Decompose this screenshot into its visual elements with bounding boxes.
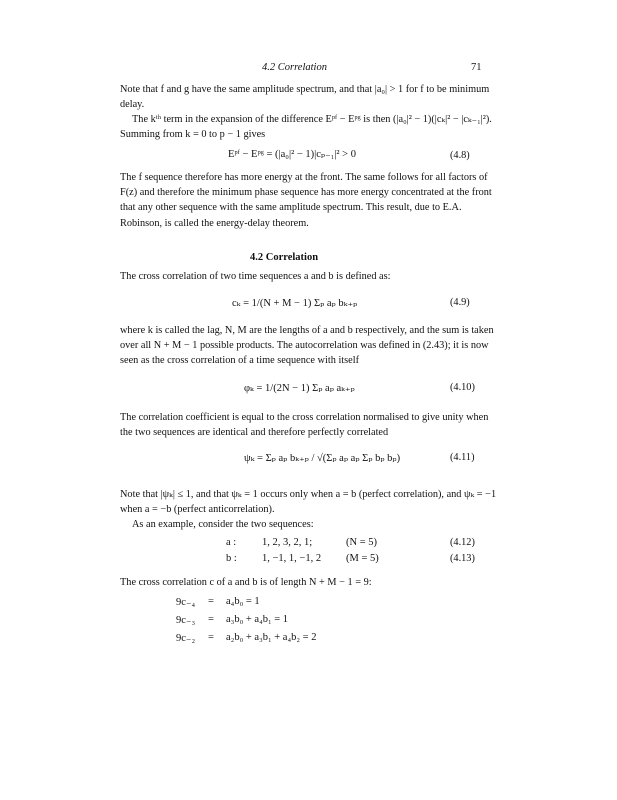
- section-title: 4.2 Correlation: [250, 252, 319, 263]
- paragraph-example-intro: As an example, consider the two sequences:: [132, 519, 314, 530]
- running-head-title: 4.2 Correlation: [262, 62, 327, 73]
- equation-number-4-10: (4.10): [450, 382, 475, 393]
- equation-number-4-9: (4.9): [450, 297, 470, 308]
- page-number: 71: [471, 62, 482, 73]
- paragraph-lag-definition: where k is called the lag, N, M are the lengths of a and b respectively, and the sum is taken over all N + M − 1 possible products. The autocorrelation was defined in (2.43); it is now seen as the cross correlation of a time sequence with itself: [120, 325, 494, 367]
- equation-number-4-8: (4.8): [450, 150, 470, 161]
- equation-4-12-values: 1, 2, 3, 2, 1;: [262, 537, 313, 548]
- paragraph-coefficient-bounds: Note that |ψₖ| ≤ 1, and that ψₖ = 1 occurs only when a = b (perfect correlation), and ψₖ = −1 when a = −b (perfect anticorrelation).: [120, 489, 497, 516]
- paragraph-cross-correlation-length: The cross correlation c of a and b is of length N + M − 1 = 9:: [120, 577, 372, 588]
- equation-4-12-note: (N = 5): [346, 537, 377, 548]
- equals-sign: =: [208, 596, 214, 607]
- equation-4-13-values: 1, −1, 1, −1, 2: [262, 553, 322, 564]
- paragraph-expansion-term: The kᵗʰ term in the expansion of the difference Eᵖᶠ − Eᵖᵍ is then (|a₀|² − 1)(|cₖ|² − |cₖ₋₁|²). Summing from k = 0 to p − 1 gives: [120, 114, 492, 141]
- equation-number-4-11: (4.11): [450, 452, 475, 463]
- equation-4-9: cₖ = 1/(N + M − 1) Σₚ aₚ bₖ₊ₚ: [232, 298, 358, 309]
- equation-line-rhs: a₄b₀ = 1: [226, 596, 260, 607]
- paragraph-min-delay: Note that f and g have the same amplitude spectrum, and that |a₀| > 1 for f to be minimum delay.: [120, 84, 490, 111]
- equation-line-lhs: 9c₋₄: [176, 597, 196, 608]
- equation-4-8: Eᵖᶠ − Eᵖᵍ = (|a₀|² − 1)|cₚ₋₁|² > 0: [228, 149, 356, 160]
- equation-line-rhs: a₂b₀ + a₃b₁ + a₄b₂ = 2: [226, 632, 317, 643]
- equation-line-lhs: 9c₋₂: [176, 633, 196, 644]
- paragraph-energy-delay: The f sequence therefore has more energy at the front. The same follows for all factors of F(z) and therefore the minimum phase sequence has more energy concentrated at the front that any other sequence with the same amplitude spectrum. This result, due to E.A. Robinson, is called the energy-delay theorem.: [120, 172, 492, 229]
- equals-sign: =: [208, 614, 214, 625]
- paragraph-cross-correlation-def: The cross correlation of two time sequences a and b is defined as:: [120, 271, 391, 282]
- equation-number-4-13: (4.13): [450, 553, 475, 564]
- equation-4-13-label: b :: [226, 553, 237, 564]
- equation-4-13-note: (M = 5): [346, 553, 379, 564]
- equation-line-lhs: 9c₋₃: [176, 615, 196, 626]
- equation-4-12-label: a :: [226, 537, 237, 548]
- paragraph-correlation-coefficient: The correlation coefficient is equal to the cross correlation normalised to give unity when the two sequences are identical and therefore perfectly correlated: [120, 412, 489, 439]
- equation-4-11: ψₖ = Σₚ aₚ bₖ₊ₚ / √(Σₚ aₚ aₚ Σₚ bₚ bₚ): [244, 453, 401, 464]
- equation-4-10: φₖ = 1/(2N − 1) Σₚ aₚ aₖ₊ₚ: [244, 383, 355, 394]
- equation-number-4-12: (4.12): [450, 537, 475, 548]
- equation-line-rhs: a₃b₀ + a₄b₁ = 1: [226, 614, 289, 625]
- equals-sign: =: [208, 632, 214, 643]
